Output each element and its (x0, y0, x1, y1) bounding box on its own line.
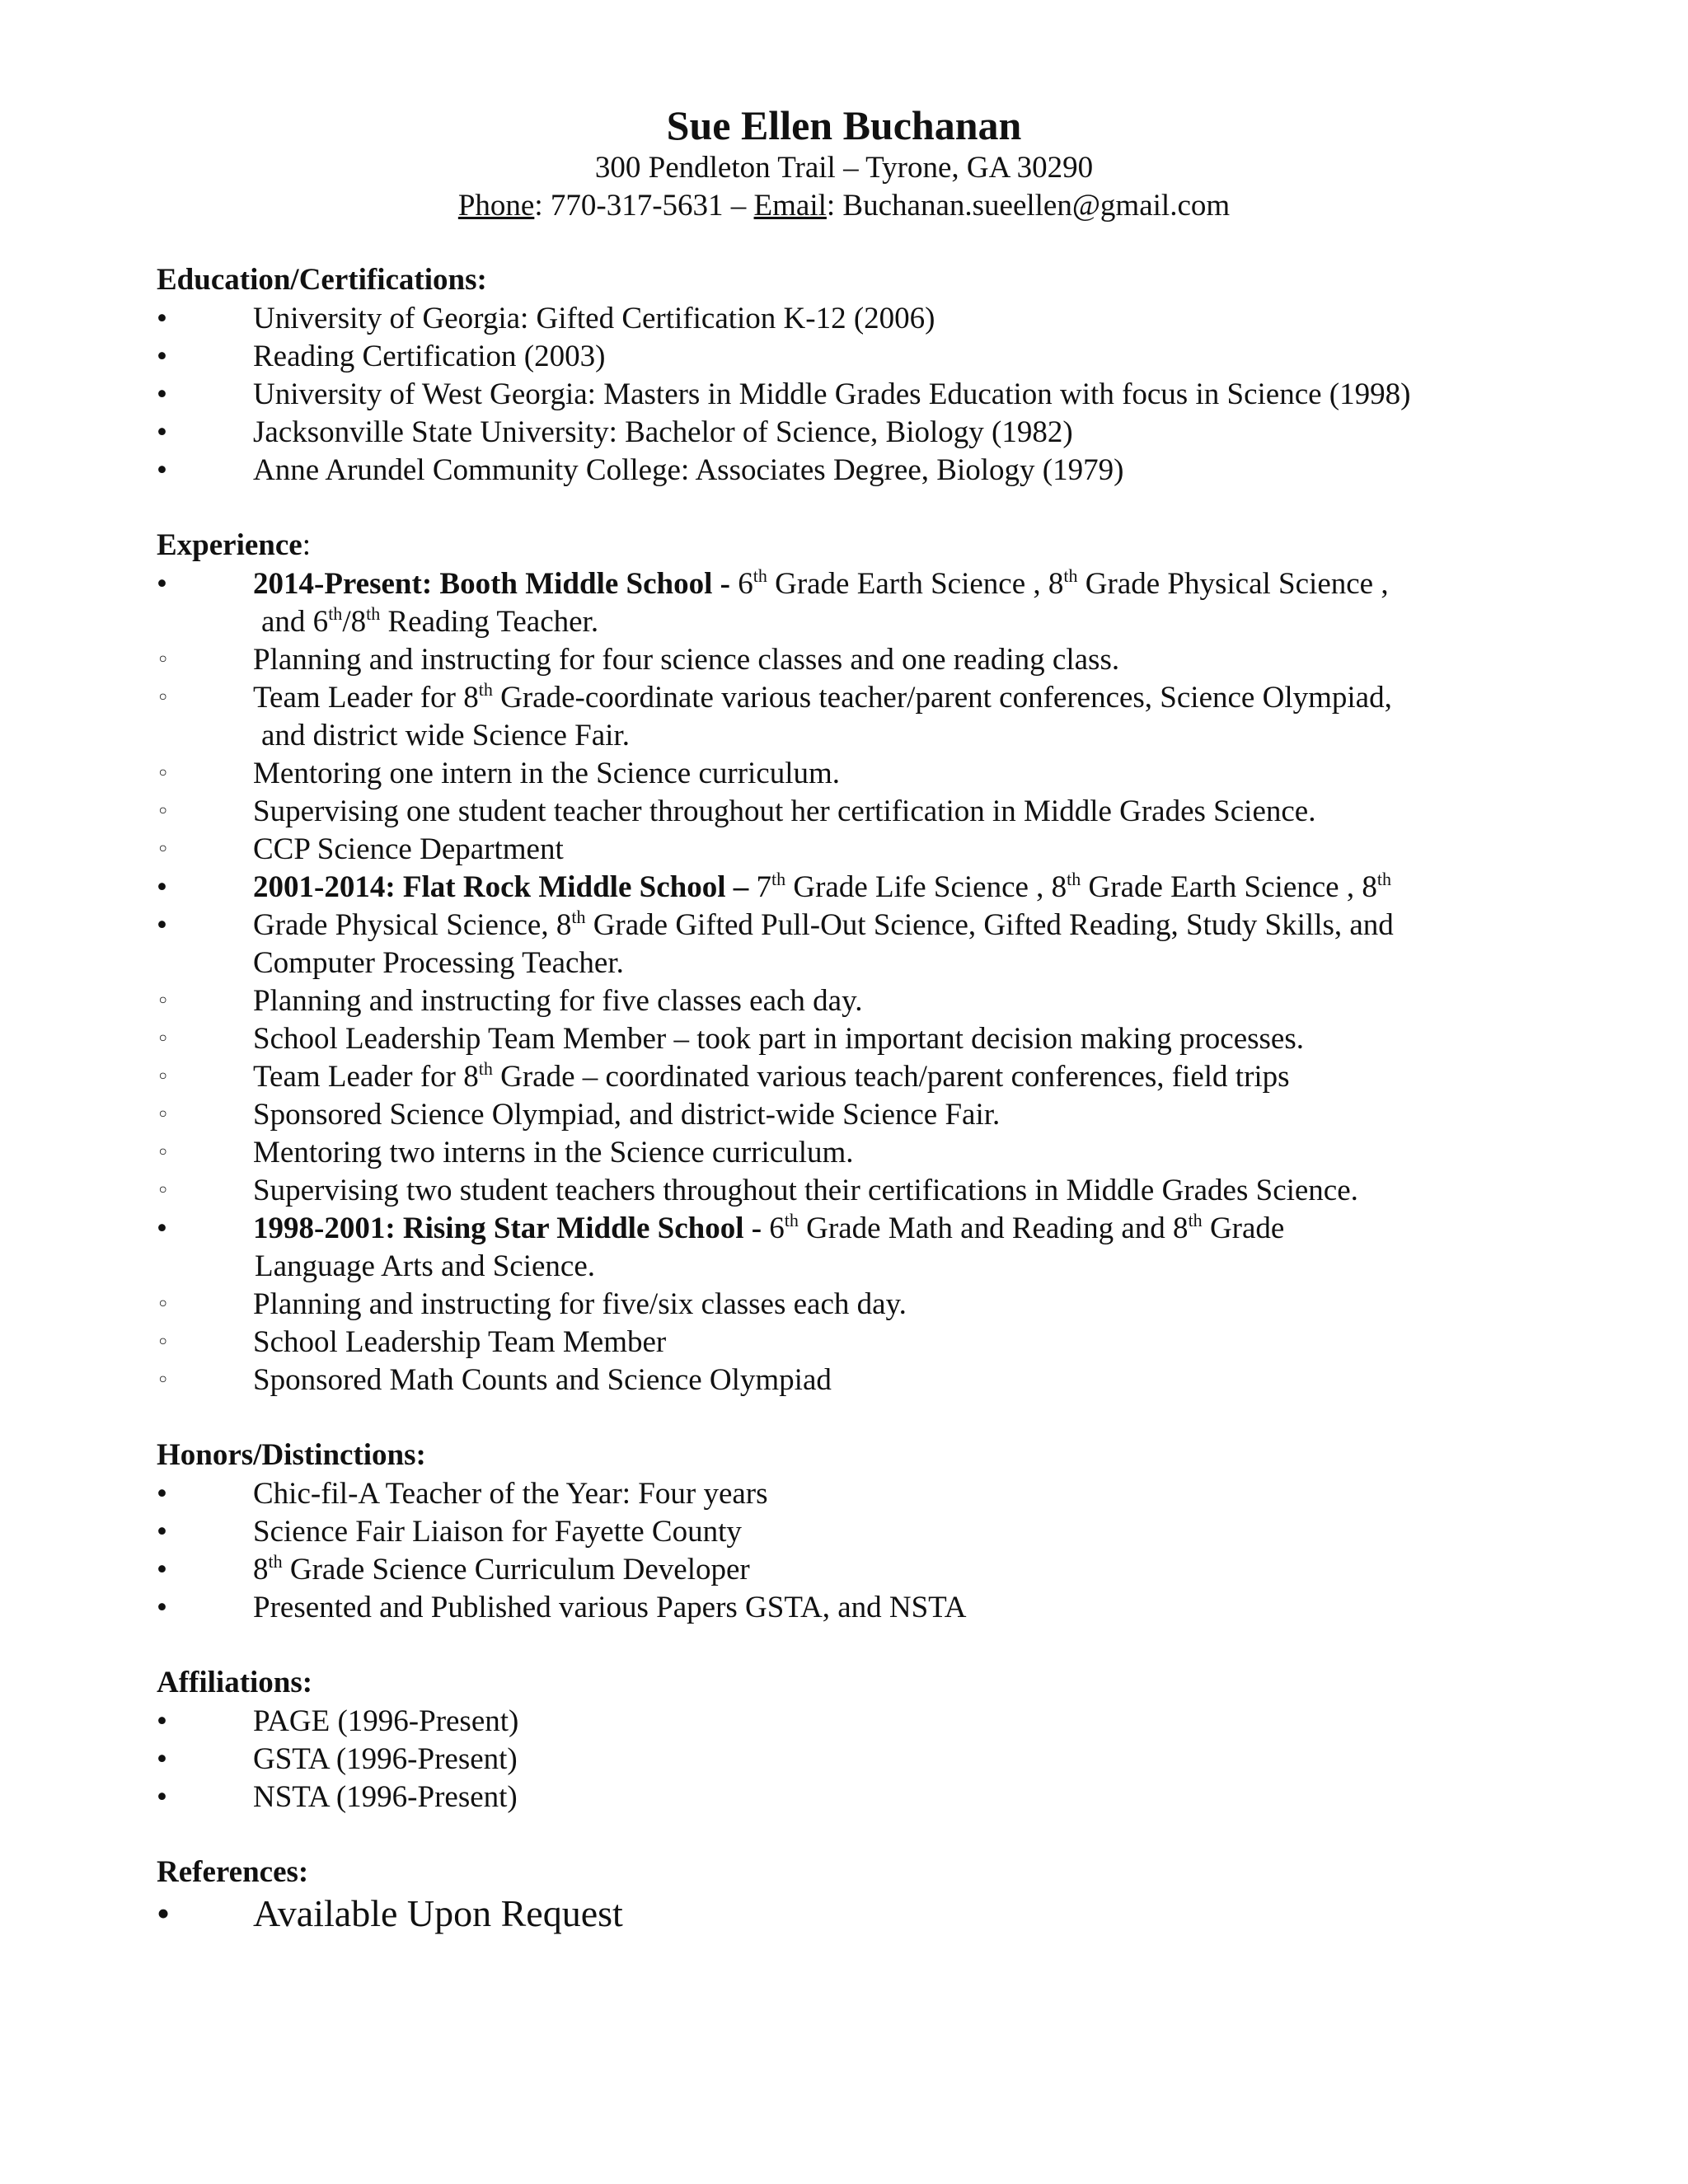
education-item: • Jacksonville State University: Bachelor of Science, Biology (1982) (0, 414, 1688, 452)
job-booth-continued: and 6th/8th Reading Teacher. (261, 603, 599, 639)
bullet-icon: • (157, 1591, 167, 1624)
bullet-icon: • (157, 1212, 167, 1245)
job-flat-rock: • 2001-2014: Flat Rock Middle School – 7th Grade Life Science , 8th Grade Earth Science , 8th (0, 869, 1688, 907)
job-detail-continued: and district wide Science Fair. (261, 719, 630, 752)
bullet-icon: • (157, 1780, 167, 1814)
bullet-icon: • (157, 1553, 167, 1586)
bullet-icon: • (157, 377, 167, 411)
honors-item: • 8th Grade Science Curriculum Developer (0, 1551, 1688, 1589)
sub-bullet-icon: ◦ (157, 1330, 170, 1355)
education-heading: Education/Certifications: (157, 263, 487, 297)
job-detail: ◦ Team Leader for 8th Grade – coordinated various teach/parent conferences, field trips (0, 1058, 1688, 1096)
sub-bullet-icon: ◦ (157, 1368, 170, 1393)
job-detail: ◦ Supervising two student teachers throughout their certifications in Middle Grades Science. (0, 1172, 1688, 1210)
resume-name: Sue Ellen Buchanan (666, 102, 1022, 148)
job-title: 2001-2014: Flat Rock Middle School – (253, 870, 749, 904)
sub-bullet-icon: ◦ (157, 1292, 170, 1317)
job-title: 2014-Present: Booth Middle School - (253, 567, 730, 601)
job-rising-star: • 1998-2001: Rising Star Middle School - 6th Grade Math and Reading and 8th Grade (0, 1210, 1688, 1248)
job-detail: ◦ School Leadership Team Member – took part in important decision making processes. (0, 1020, 1688, 1058)
honors-item: • Presented and Published various Papers GSTA, and NSTA (0, 1589, 1688, 1627)
sub-bullet-icon: ◦ (157, 989, 170, 1014)
sub-bullet-icon: ◦ (157, 1141, 170, 1165)
bullet-icon: • (157, 908, 167, 942)
phone-value: : 770-317-5631 – (534, 189, 754, 223)
bullet-icon: • (157, 340, 167, 373)
job-flat-rock-continued: • Grade Physical Science, 8th Grade Gifted Pull-Out Science, Gifted Reading, Study Skills, and (0, 907, 1688, 944)
bullet-icon: • (157, 1477, 167, 1511)
education-item: • University of West Georgia: Masters in Middle Grades Education with focus in Science (1998) (0, 376, 1688, 414)
contact-line (0, 186, 1688, 226)
sub-bullet-icon: ◦ (157, 648, 170, 673)
job-rising-star-continued: Language Arts and Science. (255, 1249, 596, 1283)
job-detail: ◦ Supervising one student teacher throughout her certification in Middle Grades Science. (0, 793, 1688, 831)
job-detail: ◦ Planning and instructing for five/six classes each day. (0, 1286, 1688, 1324)
job-detail: ◦ Sponsored Science Olympiad, and district-wide Science Fair. (0, 1096, 1688, 1134)
references-item: • Available Upon Request (0, 1891, 1688, 1937)
sub-bullet-icon: ◦ (157, 837, 170, 862)
bullet-icon: • (157, 1704, 167, 1738)
job-detail: ◦ Planning and instructing for five classes each day. (0, 982, 1688, 1020)
phone-label: Phone (457, 189, 535, 223)
references-heading: References: (157, 1855, 309, 1889)
affiliation-item: • GSTA (1996-Present) (0, 1741, 1688, 1779)
honors-item: • Chic-fil-A Teacher of the Year: Four years (0, 1475, 1688, 1513)
bullet-icon: • (157, 453, 167, 487)
job-detail: ◦ Mentoring two interns in the Science curriculum. (0, 1134, 1688, 1172)
education-item: • University of Georgia: Gifted Certification K-12 (2006) (0, 300, 1688, 338)
sub-bullet-icon: ◦ (157, 1065, 170, 1090)
bullet-icon: • (157, 1892, 171, 1934)
education-item: • Reading Certification (2003) (0, 338, 1688, 376)
bullet-icon: • (157, 567, 167, 601)
sub-bullet-icon: ◦ (157, 1027, 170, 1052)
sub-bullet-icon: ◦ (157, 1179, 170, 1203)
sub-bullet-icon: ◦ (157, 1103, 170, 1127)
job-detail: ◦ Mentoring one intern in the Science curriculum. (0, 755, 1688, 793)
bullet-icon: • (157, 1742, 167, 1776)
experience-heading: Experience: (157, 528, 312, 562)
education-item: • Anne Arundel Community College: Associates Degree, Biology (1979) (0, 452, 1688, 490)
bullet-icon: • (157, 415, 167, 449)
sub-bullet-icon: ◦ (157, 799, 170, 824)
email-value: : Buchanan.sueellen@gmail.com (826, 189, 1231, 223)
job-detail: ◦ Planning and instructing for four science classes and one reading class. (0, 641, 1688, 679)
job-title: 1998-2001: Rising Star Middle School - (253, 1212, 762, 1245)
sub-bullet-icon: ◦ (157, 686, 170, 710)
job-detail: ◦ Sponsored Math Counts and Science Olympiad (0, 1361, 1688, 1399)
honors-heading: Honors/Distinctions: (157, 1438, 426, 1472)
affiliation-item: • PAGE (1996-Present) (0, 1703, 1688, 1741)
job-flat-rock-continued: Computer Processing Teacher. (253, 946, 624, 980)
job-detail: ◦ School Leadership Team Member (0, 1324, 1688, 1361)
job-detail: ◦ Team Leader for 8th Grade-coordinate various teacher/parent conferences, Science Olympiad, (0, 679, 1688, 717)
address-line: 300 Pendleton Trail – Tyrone, GA 30290 (594, 151, 1094, 185)
honors-item: • Science Fair Liaison for Fayette County (0, 1513, 1688, 1551)
affiliation-item: • NSTA (1996-Present) (0, 1779, 1688, 1816)
sub-bullet-icon: ◦ (157, 762, 170, 786)
job-booth: • 2014-Present: Booth Middle School - 6th Grade Earth Science , 8th Grade Physical Science , (0, 565, 1688, 603)
bullet-icon: • (157, 302, 167, 335)
bullet-icon: • (157, 870, 167, 904)
job-detail: ◦ CCP Science Department (0, 831, 1688, 869)
affiliations-heading: Affiliations: (157, 1666, 313, 1699)
bullet-icon: • (157, 1515, 167, 1549)
email-label: Email (753, 189, 827, 223)
